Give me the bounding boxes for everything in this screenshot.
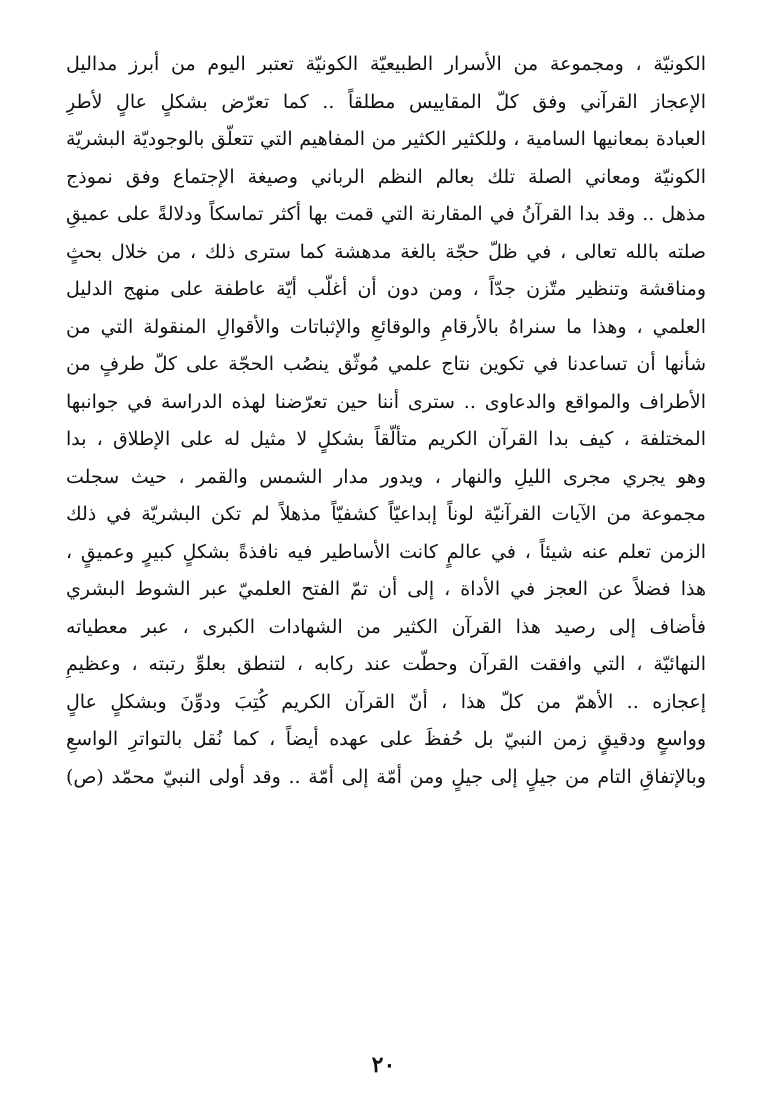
body-text: [66, 46, 706, 796]
text-line: مجموعة من الآيات القرآنيّة لوناً إبداعيّاً كشفيّاً مذهلاً لم تكن البشريّة في ذلك: [66, 503, 706, 525]
text-line: العبادة بمعانيها السامية ، وللكثير الكثير من المفاهيم التي تتعلّق بالوجوديّة البشريّة: [66, 128, 706, 150]
text-line: الإعجاز القرآني وفق كلّ المقاييس مطلقاً .. كما تعرّض بشكلٍ عالٍ لأطرِ: [66, 90, 706, 113]
text-line: شأنها أن تساعدنا في تكوين نتاج علمي مُوثّق ينصُب الحجّة على كلّ طرفٍ من: [66, 353, 706, 375]
text-line: ومناقشة وتنظير متّزن جدّاً ، ومن دون أن أغلّب أيّة عاطفة على منهج الدليل: [66, 278, 706, 300]
text-line: وبالإتفاقِ التام من جيلٍ إلى جيلٍ ومن أمّة إلى أمّة .. وقد أولى النبيّ محمّد (ص): [66, 765, 706, 788]
text-line: العلمي ، وهذا ما سنراهُ بالأرقامِ والوقائعِ والإثباتات والأقوالِ المنقولة التي من: [66, 315, 706, 338]
text-line: صلته بالله تعالى ، في ظلّ حجّة بالغة مدهشة كما سترى ذلك ، من خلال بحثٍ: [66, 240, 706, 263]
page-number: ٢٠: [371, 1052, 396, 1078]
text-line: إعجازه .. الأهمّ من كلّ هذا ، أنّ القرآن الكريم كُتِبَ ودوِّنَ وبشكلٍ عالٍ: [66, 690, 706, 713]
text-line: هذا فضلاً عن العجز في الأداة ، إلى أن تمّ الفتح العلميّ عبر الشوط البشري: [66, 578, 706, 600]
text-line: الكونيّة ، ومجموعة من الأسرار الطبيعيّة الكونيّة تعتبر اليوم من أبرز مداليل: [66, 53, 706, 75]
text-line: المختلفة ، كيف بدا القرآن الكريم متألّقاً بشكلٍ لا مثيل له على الإطلاق ، بدا: [66, 428, 706, 450]
text-line: فأضاف إلى رصيد هذا القرآن الكثير من الشهادات الكبرى ، عبر معطياته: [66, 615, 706, 638]
text-line: الكونيّة ومعاني الصلة تلك بعالم النظم الرباني وصيغة الإجتماع وفق نموذج: [66, 165, 706, 188]
text-line: الأطراف والمواقع والدعاوى .. سترى أننا حين تعرّضنا لهذه الدراسة في جوانبها: [66, 390, 706, 413]
text-line: مذهل .. وقد بدا القرآنُ في المقارنة التي قمت بها أكثر تماسكاً ودلالةً على عميقِ: [66, 203, 706, 225]
text-line: وهو يجري مجرى الليلِ والنهار ، ويدور مدار الشمس والقمر ، حيث سجلت: [66, 465, 706, 488]
text-line: الزمن تعلم عنه شيئاً ، في عالمٍ كانت الأساطير فيه نافذةً بشكلٍ كبيرٍ وعميقٍ ،: [66, 540, 706, 563]
text-line: النهائيّة ، التي وافقت القرآن وحطّت عند ركابه ، لتنطق بعلوِّ رتبته ، وعظيمِ: [66, 653, 706, 675]
text-line: وواسعٍ ودقيقٍ زمن النبيّ بل حُفظَ على عهده أيضاً ، كما نُقل بالتواترِ الواسعِ: [66, 728, 706, 750]
